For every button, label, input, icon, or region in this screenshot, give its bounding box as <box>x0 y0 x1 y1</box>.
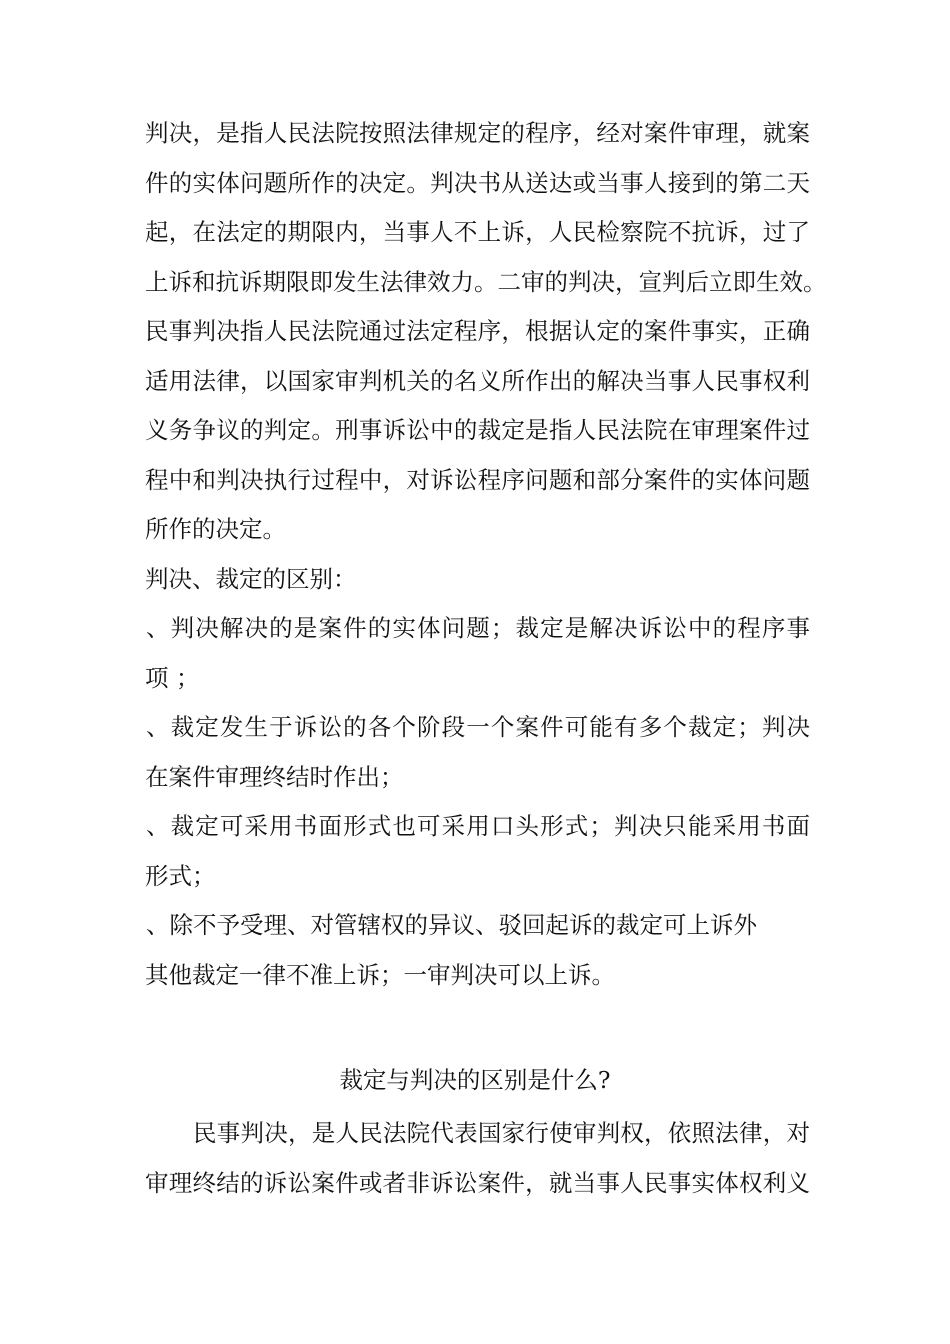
section-title: 裁定与判决的区别是什么? <box>339 1066 611 1094</box>
paragraph-line: 程中和判决执行过程中，对诉讼程序问题和部分案件的实体问题 <box>145 466 810 494</box>
paragraph-line: 民事判决，是人民法院代表国家行使审判权，依照法律，对 <box>193 1119 810 1147</box>
difference-heading: 判决、裁定的区别： <box>145 565 357 593</box>
paragraph-line: 所作的决定。 <box>145 515 286 543</box>
list-item-line: 形式； <box>145 862 216 890</box>
paragraph-line: 判决，是指人民法院按照法律规定的程序，经对案件审理，就案 <box>145 119 810 147</box>
list-item-line: 项 ； <box>145 664 200 692</box>
paragraph-line: 件的实体问题所作的决定。判决书从送达或当事人接到的第二天 <box>145 169 810 197</box>
list-item-line: 、判决解决的是案件的实体问题；裁定是解决诉讼中的程序事 <box>146 614 810 642</box>
list-item-line: 其他裁定一律不准上诉；一审判决可以上诉。 <box>145 961 615 989</box>
paragraph-line: 义务争议的判定。刑事诉讼中的裁定是指人民法院在审理案件过 <box>145 416 810 444</box>
list-item-line: 在案件审理终结时作出； <box>145 763 404 791</box>
paragraph-line: 适用法律，以国家审判机关的名义所作出的解决当事人民事权利 <box>145 367 810 395</box>
paragraph-line: 审理终结的诉讼案件或者非诉讼案件，就当事人民事实体权利义 <box>145 1169 810 1197</box>
paragraph-line: 民事判决指人民法院通过法定程序，根据认定的案件事实，正确 <box>145 317 810 345</box>
paragraph-line: 上诉和抗诉期限即发生法律效力。二审的判决，宣判后立即生效。 <box>145 268 827 296</box>
list-item-line: 、裁定可采用书面形式也可采用口头形式；判决只能采用书面 <box>146 812 810 840</box>
list-item-line: 、除不予受理、对管辖权的异议、驳回起诉的裁定可上诉外 <box>146 911 757 939</box>
list-item-line: 、裁定发生于诉讼的各个阶段一个案件可能有多个裁定；判决 <box>146 713 810 741</box>
paragraph-line: 起，在法定的期限内，当事人不上诉，人民检察院不抗诉，过了 <box>145 218 810 246</box>
